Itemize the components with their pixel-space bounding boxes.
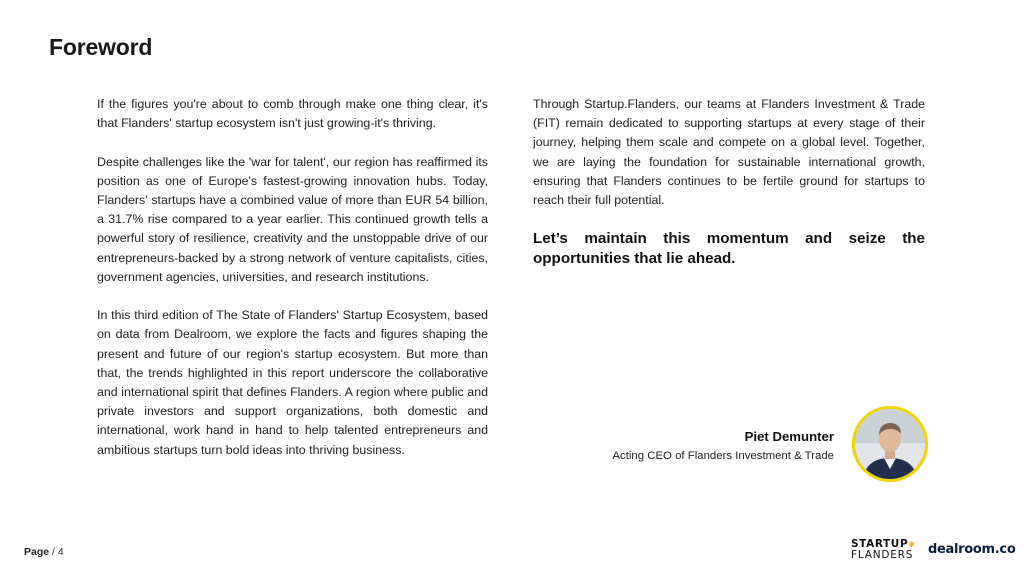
page-title: Foreword [49,34,153,60]
paragraph-intro: If the figures you're about to comb through make one thing clear, it's that Flanders' startup ecosystem isn't just growing-it's thriving. [97,97,488,131]
page-number-value: / 4 [52,546,64,558]
left-column [97,95,488,460]
signer-name: Piet Demunter [744,429,834,444]
right-column [533,95,925,210]
signer-role: Acting CEO of Flanders Investment & Trade [612,450,834,462]
spark-icon: ✱ [908,540,916,549]
logo-flanders-word: FLANDERS [851,549,914,561]
logo-startup-word: STARTUP [851,538,909,550]
page-number [24,546,64,558]
dealroom-logo: dealroom.co [928,542,1016,557]
page-label: Page [24,546,50,558]
paragraph-growth: Despite challenges like the 'war for talent', our region has reaffirmed its position as one of Europe's fastest-growing innovation hubs. Today, Flanders' startups have a combined value of more than EUR 54 billion, a 31.7% rise compared to a year earlier. This continued growth tells a powerful story of resilience, creativity and the unstoppable drive of our entrepreneurs-backed by a strong network of venture capitalists, cities, government agencies, universities, and research institutions. [97,154,488,284]
startup-flanders-logo [851,539,916,561]
callout-quote: Let’s maintain this momentum and seize the opportunities that lie ahead. [533,230,925,267]
signer-avatar [852,406,928,482]
signature-block [612,428,834,464]
person-portrait-icon [855,409,925,479]
paragraph-fit: Through Startup.Flanders, our teams at Flanders Investment & Trade (FIT) remain dedicated to supporting startups at every stage of their journey, helping them scale and compete on a global level. Together, we are laying the foundation for sustainable international growth, ensuring that Flanders continues to be fertile ground for startups to reach their full potential. [533,97,925,208]
paragraph-edition: In this third edition of The State of Flanders' Startup Ecosystem, based on data from Dealroom, we explore the facts and figures shaping the present and future of our region's startup ecosystem. But more than that, the trends highlighted in this report underscore the collaborative and international spirit that defines Flanders. A region where public and private investors and support organizations, both domestic and international, work hand in hand to help talented entrepreneurs and ambitious startups turn bold ideas into thriving business. [97,308,488,457]
